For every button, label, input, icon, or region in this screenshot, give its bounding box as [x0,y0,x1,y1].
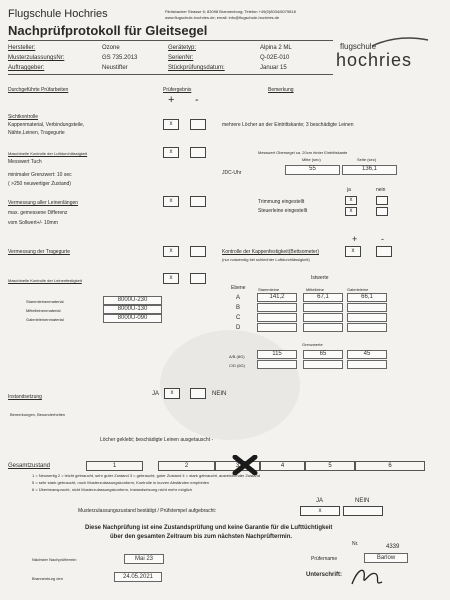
b-mittel-cell[interactable] [303,303,343,312]
selected-cross-icon [232,455,258,475]
gesamt-legend-2: 5 = sehr stark gebraucht, noch Musterzulassungskonform, Kontrolle in kurzen Abständen empfohlen [32,480,210,485]
grenzwerte-label: Grenzwerte [302,342,323,347]
row-a-label: A [236,295,241,301]
luft-seite-field[interactable]: 136,1 [342,165,397,175]
inst-nein-label: NEIN [212,391,227,397]
luft-obersegel: Messwert Obersegel ca. 20cm hinter Eintrittskante [258,150,348,155]
value-geraetetyp: Alpina 2 ML [260,45,292,51]
sicht-desc-2: Nähte,Leinen, Tragegurte [8,130,65,136]
b-galerie-cell[interactable] [347,303,387,312]
mittel-mat-field[interactable]: 8000U-130 [103,305,162,314]
unterschrift-label: Unterschrift: [306,572,343,578]
signature-icon [348,560,388,592]
school-web: www.flugschule-hochries.de; email: info@flugschule-hochries.de [165,15,280,20]
c-stamm-cell[interactable] [257,313,297,322]
value-auftrag: Neustifter [102,65,128,71]
trimm-nein-checkbox[interactable] [376,196,388,205]
scale-4[interactable]: 4 [260,461,305,471]
ab-label: A/B (8G) [229,354,245,359]
cd-mittel-cell[interactable] [303,360,343,369]
luft-minus-checkbox[interactable] [190,147,206,158]
sicht-remark: mehrere Löcher an der Eintrittskante; 3 beschädigte Leinen [222,122,354,128]
luft-plus-checkbox[interactable]: x [163,147,179,158]
galerie-head: Galerieleine [347,287,369,292]
logo-main-text: hochries [336,50,413,70]
mittel-head: Mittelleine [306,287,325,292]
scale-6[interactable]: 6 [355,461,425,471]
col-ergebnis: Prüfergebnis [163,87,192,93]
kappe-minus: - [381,234,384,244]
sicht-desc-1: Kappenmaterial, Verbindungsteile, [8,122,85,128]
sicht-minus-checkbox[interactable] [190,119,206,130]
leinen-title: Maschinelle Kontrolle der Leinenfestigkeit [8,278,82,283]
glider-logo-icon [370,34,430,48]
naechster-field[interactable]: Mai 23 [124,554,164,564]
cd-galerie-cell[interactable] [347,360,387,369]
nr-label: Nr. [352,541,359,547]
stamm-head: Stammleine [258,287,280,292]
inst-ja-checkbox[interactable]: x [164,388,180,399]
istwerte-label: Istwerte [311,275,329,281]
info-rule [8,74,333,75]
col-minus: - [195,94,199,106]
verm-trimm: Trimmung eingestellt [258,199,305,205]
a-galerie-cell[interactable]: 66,1 [347,293,387,302]
row-b-label: B [236,305,241,311]
row-d-label: D [236,325,241,331]
inst-bemerkung-label: Bemerkungen, Besonderheiten [10,412,66,417]
a-mittel-cell[interactable]: 67,1 [303,293,343,302]
naechster-label: Nächster Nachprüftermin [32,557,77,562]
luft-min-2: ( >250 neuwertiger Zustand) [8,181,71,187]
stempel-nein-label: NEIN [355,498,370,504]
sicht-plus-checkbox[interactable]: x [163,119,179,130]
kappe-title: Kontrolle der Kappenfestigkeit(Bettsometer) [222,249,319,255]
scale-5[interactable]: 5 [305,461,355,471]
logo-small-text: flugschule [340,42,377,51]
label-serien: SerienNr: [168,55,194,61]
ab-stamm-cell[interactable]: 115 [257,350,297,359]
verm-desc-2: vom Sollwert+/- 10mm [8,220,58,226]
gesamt-title: Gesamtzustand [8,463,51,469]
ebene-label: Ebene [231,285,246,291]
trage-title: Vermessung der Tragegurte [8,249,70,255]
verm-desc-1: max. gemessene Differenz [8,210,68,216]
gesamt-legend-1: 1 = Neuwertig 2 = leicht gebraucht, sehr guter Zustand 3 = gebraucht, guter Zustand 4 = stark gebraucht, ausreichender Zustand [32,473,260,478]
kappe-minus-checkbox[interactable] [376,246,392,257]
inst-ja-label: JA [152,391,160,397]
value-muster: GS 735.2013 [102,55,138,61]
title-rule [8,40,333,41]
datum-field[interactable]: 24.05.2021 [114,572,162,582]
luft-messwert: Messwert Tuch [8,159,42,165]
stamm-mat-label: Stammleinenmaterial [26,299,64,304]
inst-nein-checkbox[interactable] [190,388,206,399]
d-stamm-cell[interactable] [257,323,297,332]
school-address: Flintsbacher Strasse 6; 83098 Brannenburg; Telefon +49(0)8034/6079818 [165,9,296,14]
kappe-plus: + [352,234,358,244]
leinen-minus-checkbox[interactable] [190,273,206,284]
stempel-ja-checkbox[interactable]: x [300,506,340,516]
ort-label: Brannenburg den [32,576,63,581]
stempel-nein-checkbox[interactable] [343,506,383,516]
luft-mitte-label: Mitte (sec) [302,157,321,162]
document-title: Nachprüfprotokoll für Gleitsegel [8,23,208,38]
verm-nein: nein [376,187,386,193]
value-serien: Q-02E-010 [260,55,290,61]
sicht-title: Sichtkontrolle [8,114,39,120]
verm-plus-checkbox[interactable]: x [163,196,179,207]
school-name: Flugschule Hochries [8,8,108,20]
leinen-plus-checkbox[interactable]: x [163,273,179,284]
cd-label: C/D (6G) [229,363,245,368]
verm-title: Vermessung aller Leinenlängen [8,200,79,206]
label-geraetetyp: Gerätetyp: [168,45,197,51]
value-stueck: Januar 15 [260,65,287,71]
verm-minus-checkbox[interactable] [190,196,206,207]
scale-1[interactable]: 1 [86,461,143,471]
ab-galerie-cell[interactable]: 45 [347,350,387,359]
scale-3[interactable]: 3 [215,461,260,471]
disclaimer-2: über den gesamten Zeitraum bis zum nächsten Nachprüftermin. [110,534,293,540]
galerie-mat-label: Galerieleinenmaterial [26,317,64,322]
luft-seite-label: Seite (sec) [357,157,377,162]
label-hersteller: Hersteller: [8,45,36,51]
galerie-mat-field[interactable]: 8000U-090 [103,314,162,323]
trage-plus-checkbox[interactable]: x [163,246,179,257]
mittel-mat-label: Mittelleinenmaterial [26,308,61,313]
ab-mittel-cell[interactable]: 65 [303,350,343,359]
stempel-label: Musterzulassungszustand bestätigt / Prüfstempel aufgebracht: [78,508,217,514]
d-galerie-cell[interactable] [347,323,387,332]
luft-title: Maschinelle Kontrolle der Luftdurchlässigkeit [8,151,88,156]
kappe-note: (nur notwendig bei schlechter Luftdurchlässigkeit) [222,257,310,262]
inst-title: Instandsetzung [8,394,42,400]
luft-jdc: JDC-Uhr [222,170,242,176]
label-stueck: Stückprüfungsdatum: [168,65,225,71]
row-c-label: C [236,315,241,321]
d-mittel-cell[interactable] [303,323,343,332]
trage-minus-checkbox[interactable] [190,246,206,257]
stamm-mat-field[interactable]: 8000U-230 [103,296,162,305]
luft-min-1: minimaler Grenzwert: 10 sec [8,172,72,178]
kappe-plus-checkbox[interactable]: x [345,246,361,257]
steuer-nein-checkbox[interactable] [376,207,388,216]
verm-ja: ja [347,187,351,193]
label-muster: MusterzulassungsNr: [8,55,65,61]
pruefname-field[interactable]: Barlow [364,553,408,563]
col-arbeiten: Durchgeführte Prüfarbeiten [8,87,69,93]
c-mittel-cell[interactable] [303,313,343,322]
inst-bemerkung-text: Löcher geklebt; beschädigte Leinen ausgetauscht - [100,437,214,443]
c-galerie-cell[interactable] [347,313,387,322]
verm-steuer: Steuerleine eingestellt [258,208,308,214]
stempel-ja-label: JA [316,498,324,504]
col-plus: + [168,94,175,106]
luft-mitte-field[interactable]: 55 [285,165,340,175]
b-stamm-cell[interactable] [257,303,297,312]
disclaimer-1: Diese Nachprüfung ist eine Zustandsprüfung und keine Garantie für die Lufttüchtigkeit [85,525,333,531]
trimm-ja-checkbox[interactable]: x [345,196,357,205]
label-auftrag: Auftraggeber: [8,65,45,71]
nr-value: 4339 [386,544,400,550]
value-hersteller: Ozone [102,45,120,51]
pruefname-label: Prüfername [311,556,338,562]
scale-2[interactable]: 2 [158,461,215,471]
col-bemerkung: Bemerkung [268,87,294,93]
a-stamm-cell[interactable]: 141,2 [257,293,297,302]
steuer-ja-checkbox[interactable]: x [345,207,357,216]
paper-shadow [160,330,300,440]
cd-stamm-cell[interactable] [257,360,297,369]
gesamt-legend-3: 6 = Überbeansprucht, nicht Musterzulassungskonform, Instandsetzung nicht mehr möglich [32,487,192,492]
